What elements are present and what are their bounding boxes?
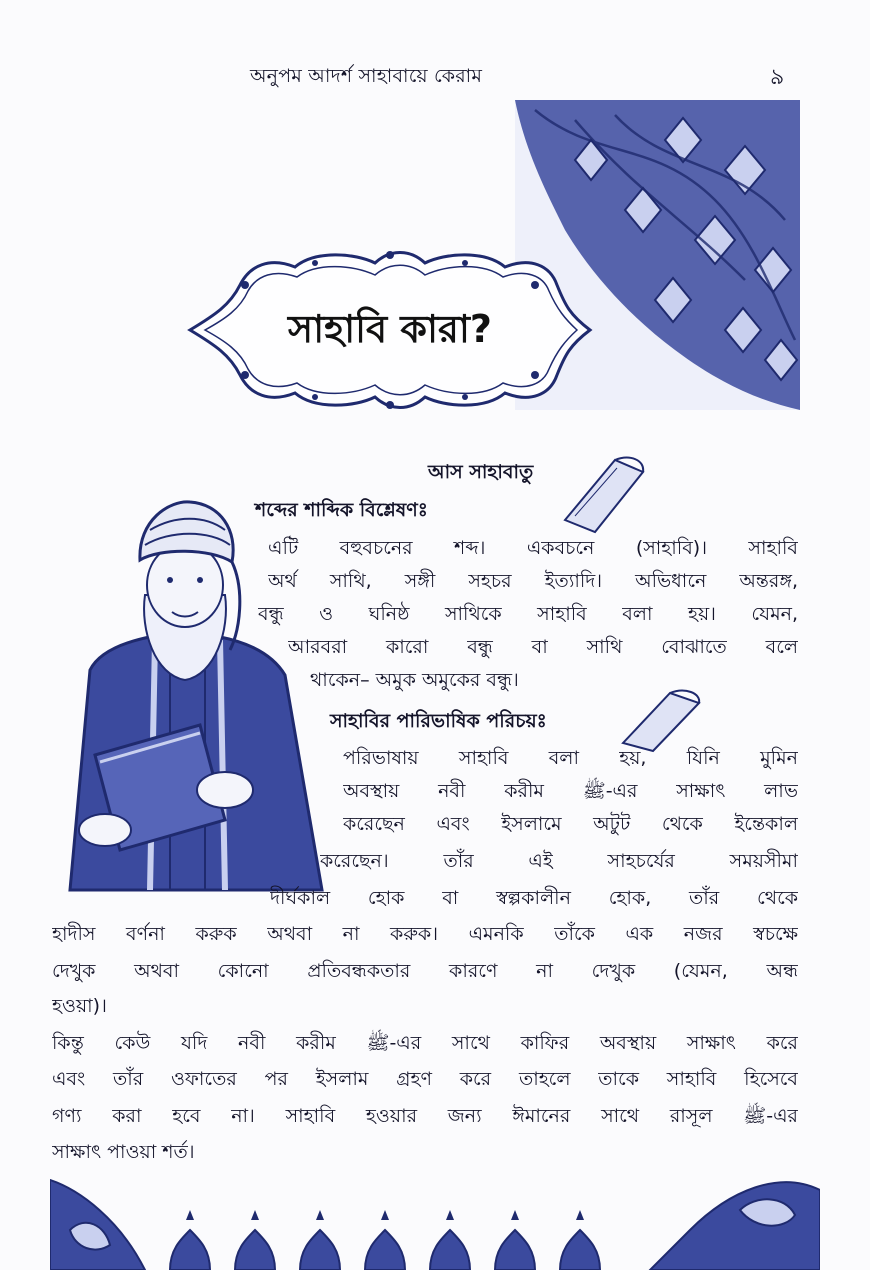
text-line: গণ্য করা হবে না। সাহাবি হওয়ার জন্য ঈমানের সাথে রাসূল ﷺ-এর — [52, 1105, 798, 1127]
page-number: ৯ — [770, 65, 785, 90]
text-line: আরবরা কারো বন্ধু বা সাথি বোঝাতে বলে — [288, 636, 798, 658]
text-line: এটি বহুবচনের শব্দ। একবচনে (সাহাবি)। সাহাবি — [268, 537, 798, 559]
arabic-term-heading: আস সাহাবাতু — [428, 461, 534, 483]
text-line: হওয়া)। — [52, 995, 107, 1017]
running-title: অনুপম আদর্শ সাহাবায়ে কেরাম — [250, 65, 483, 87]
section-heading-literal: শব্দের শাব্দিক বিশ্লেষণঃ — [255, 499, 428, 521]
text-line: দীর্ঘকাল হোক বা স্বল্পকালীন হোক, তাঁর থেকে — [270, 887, 798, 909]
chapter-title: সাহাবি কারা? — [288, 307, 492, 351]
text-line: করেছেন এবং ইসলামে অটুট থেকে ইন্তেকাল — [343, 813, 798, 835]
text-line: থাকেন– অমুক অমুকের বন্ধু। — [310, 669, 519, 691]
text-line: দেখুক অথবা কোনো প্রতিবন্ধকতার কারণে না দেখুক (যেমন, অন্ধ — [52, 960, 798, 982]
text-line: পরিভাষায় সাহাবি বলা হয়, যিনি মুমিন — [343, 747, 798, 769]
text-line: বন্ধু ও ঘনিষ্ঠ সাথিকে সাহাবি বলা হয়। যেমন, — [258, 603, 798, 625]
text-line: অর্থ সাথি, সঙ্গী সহচর ইত্যাদি। অভিধানে অন্তরঙ্গ, — [268, 570, 798, 592]
text-line: অবস্থায় নবী করীম ﷺ-এর সাক্ষাৎ লাভ — [343, 780, 798, 802]
text-line: হাদীস বর্ণনা করুক অথবা না করুক। এমনকি তাঁকে এক নজর স্বচক্ষে — [52, 923, 798, 945]
scroll-decoration-icon — [555, 450, 650, 535]
text-line: কিন্তু কেউ যদি নবী করীম ﷺ-এর সাথে কাফির অবস্থায় সাক্ষাৎ করে — [52, 1032, 798, 1054]
section-heading-technical: সাহাবির পারিভাষিক পরিচয়ঃ — [330, 710, 547, 732]
text-line: এবং তাঁর ওফাতের পর ইসলাম গ্রহণ করে তাহলে তাকে সাহাবি হিসেবে — [52, 1068, 798, 1090]
text-line: করেছেন। তাঁর এই সাহচর্যের সময়সীমা — [320, 850, 798, 872]
text-line: সাক্ষাৎ পাওয়া শর্ত। — [52, 1141, 195, 1163]
bottom-ornamental-border — [50, 1170, 820, 1270]
